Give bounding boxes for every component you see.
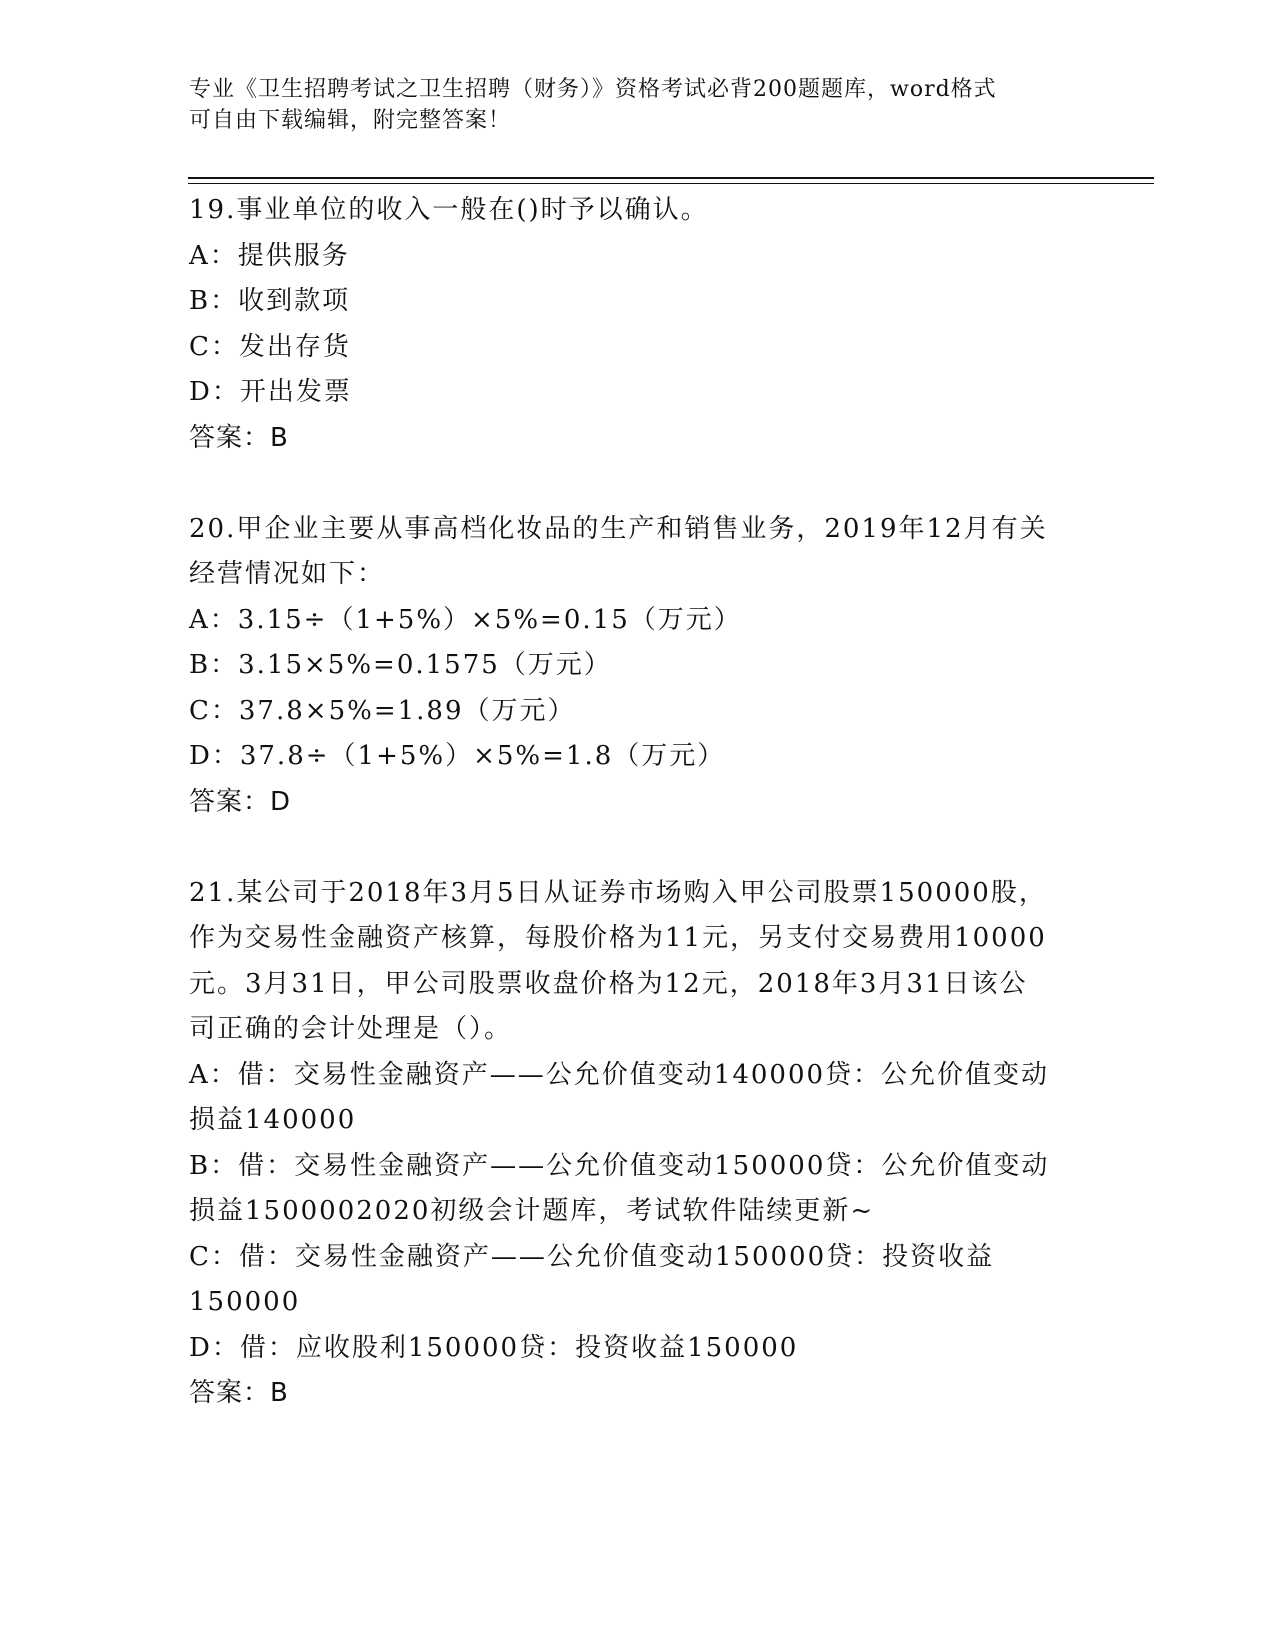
question-stem: 作为交易性金融资产核算，每股价格为11元，另支付交易费用10000	[189, 923, 1047, 953]
question-19	[189, 188, 1079, 461]
question-20	[189, 507, 1079, 826]
question-stem: 21.某公司于2018年3月5日从证券市场购入甲公司股票150000股，	[189, 877, 1047, 908]
option-d: D：开出发票	[189, 377, 352, 407]
option-a: A：3.15÷（1+5%）×5%=0.15（万元）	[189, 604, 742, 635]
question-stem: 司正确的会计处理是（）。	[189, 1014, 513, 1044]
option-b: B：3.15×5%=0.1575（万元）	[189, 650, 612, 680]
header-line: 可自由下载编辑，附完整答案！	[189, 108, 512, 133]
option-c: C：发出存货	[189, 331, 351, 362]
answer: 答案：B	[189, 422, 289, 453]
option-c: C：借：交易性金融资产——公允价值变动150000贷：投资收益	[189, 1241, 995, 1272]
option-a: A：提供服务	[189, 240, 350, 271]
option-a-continued: 损益140000	[189, 1105, 357, 1135]
option-b: B：收到款项	[189, 286, 351, 316]
question-list	[189, 188, 1079, 1417]
question-stem: 元。3月31日，甲公司股票收盘价格为12元，2018年3月31日该公	[189, 968, 1028, 999]
option-c-continued: 150000	[189, 1287, 301, 1317]
document-header	[189, 74, 1069, 136]
spacer	[189, 461, 1079, 507]
question-stem: 20.甲企业主要从事高档化妆品的生产和销售业务，2019年12月有关	[189, 513, 1048, 544]
question-21	[189, 871, 1079, 1417]
question-stem: 经营情况如下：	[189, 559, 386, 589]
question-stem: 19.事业单位的收入一般在()时予以确认。	[189, 195, 709, 225]
option-d: D：37.8÷（1+5%）×5%=1.8（万元）	[189, 741, 726, 771]
option-a: A：借：交易性金融资产——公允价值变动140000贷：公允价值变动	[189, 1059, 1050, 1090]
header-divider-thin	[188, 183, 1154, 184]
header-divider-thick	[188, 177, 1154, 179]
option-c: C：37.8×5%=1.89（万元）	[189, 695, 576, 726]
spacer	[189, 825, 1079, 871]
option-d: D：借：应收股利150000贷：投资收益150000	[189, 1332, 799, 1363]
option-b: B：借：交易性金融资产——公允价值变动150000贷：公允价值变动	[189, 1150, 1050, 1181]
option-b-continued: 损益1500002020初级会计题库，考试软件陆续更新~	[189, 1196, 875, 1226]
answer: 答案：D	[189, 786, 292, 817]
header-line: 专业《卫生招聘考试之卫生招聘（财务）》资格考试必背200题题库，word格式	[189, 77, 997, 102]
answer: 答案：B	[189, 1378, 289, 1408]
